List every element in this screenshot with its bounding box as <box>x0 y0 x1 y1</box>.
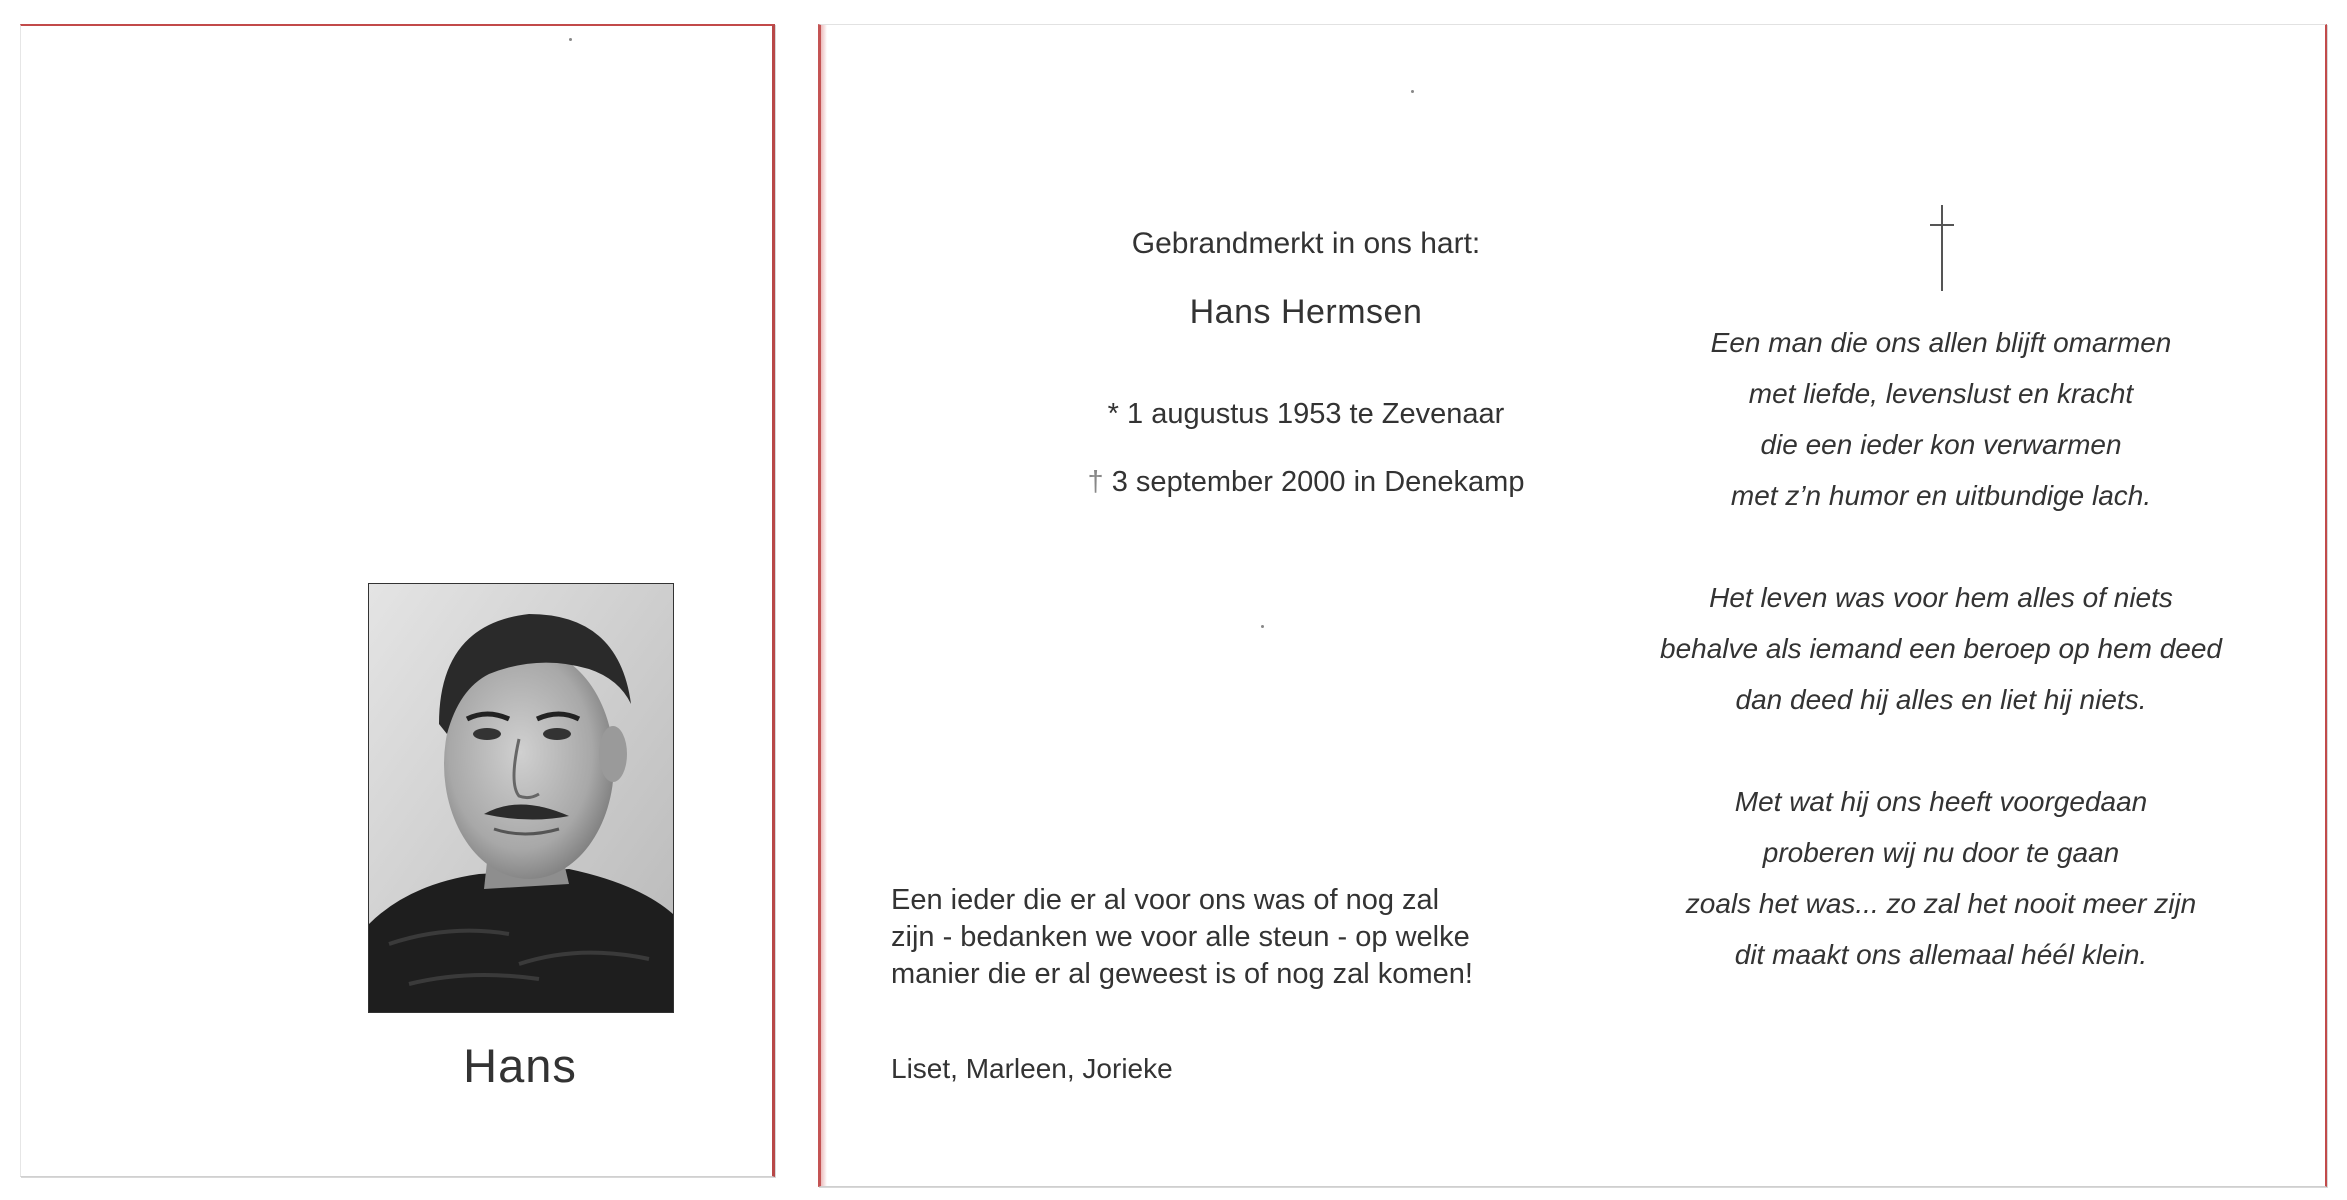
portrait-image <box>369 584 673 1012</box>
poem-line: Het leven was voor hem alles of niets <box>1709 582 2173 613</box>
poem-line: met z’n humor en uitbundige lach. <box>1730 480 2152 511</box>
family-signature: Liset, Marleen, Jorieke <box>891 1053 1173 1084</box>
poem-line: proberen wij nu door te gaan <box>1762 837 2120 868</box>
birth-symbol: * <box>1107 398 1119 430</box>
thanks-line: zijn - bedanken we voor alle steun - op welke <box>891 921 1470 953</box>
thank-you-message <box>891 882 1531 993</box>
scan-speck <box>569 38 572 41</box>
memorial-card-inside <box>818 24 2327 1187</box>
death-symbol: † <box>1087 466 1104 498</box>
scan-speck <box>1411 90 1414 93</box>
scan-speck <box>1261 625 1264 628</box>
thanks-line: manier die er al geweest is of nog zal komen! <box>891 958 1473 990</box>
birth-details: 1 augustus 1953 te Zevenaar <box>1127 398 1505 430</box>
deceased-name: Hans Hermsen <box>1189 293 1423 331</box>
poem-line: behalve als iemand een beroep op hem deed <box>1660 633 2222 664</box>
poem-line: met liefde, levenslust en kracht <box>1748 378 2134 409</box>
birth-line <box>956 398 1656 431</box>
poem-stanza <box>1641 572 2241 725</box>
poem-line: dit maakt ons allemaal héél klein. <box>1734 939 2148 970</box>
poem-stanza <box>1641 776 2241 980</box>
thanks-line: Een ieder die er al voor ons was of nog zal <box>891 884 1440 916</box>
cross-icon <box>1927 203 1957 293</box>
poem-line: Met wat hij ons heeft voorgedaan <box>1734 786 2148 817</box>
poem-line: dan deed hij alles en liet hij niets. <box>1735 684 2147 715</box>
poem-line: zoals het was... zo zal het nooit meer zijn <box>1685 888 2197 919</box>
card-edge-shadow <box>821 25 827 1186</box>
death-details: 3 september 2000 in Denekamp <box>1111 466 1525 498</box>
intro-text: Gebrandmerkt in ons hart: <box>1131 227 1481 260</box>
photo-caption: Hans <box>463 1039 577 1092</box>
memorial-card-front <box>20 24 775 1177</box>
poem-line: Een man die ons allen blijft omarmen <box>1710 327 2172 358</box>
memorial-poem <box>1641 317 2241 1031</box>
death-line <box>956 466 1656 499</box>
poem-line: die een ieder kon verwarmen <box>1760 429 2122 460</box>
poem-stanza <box>1641 317 2241 521</box>
portrait-photo <box>368 583 674 1013</box>
